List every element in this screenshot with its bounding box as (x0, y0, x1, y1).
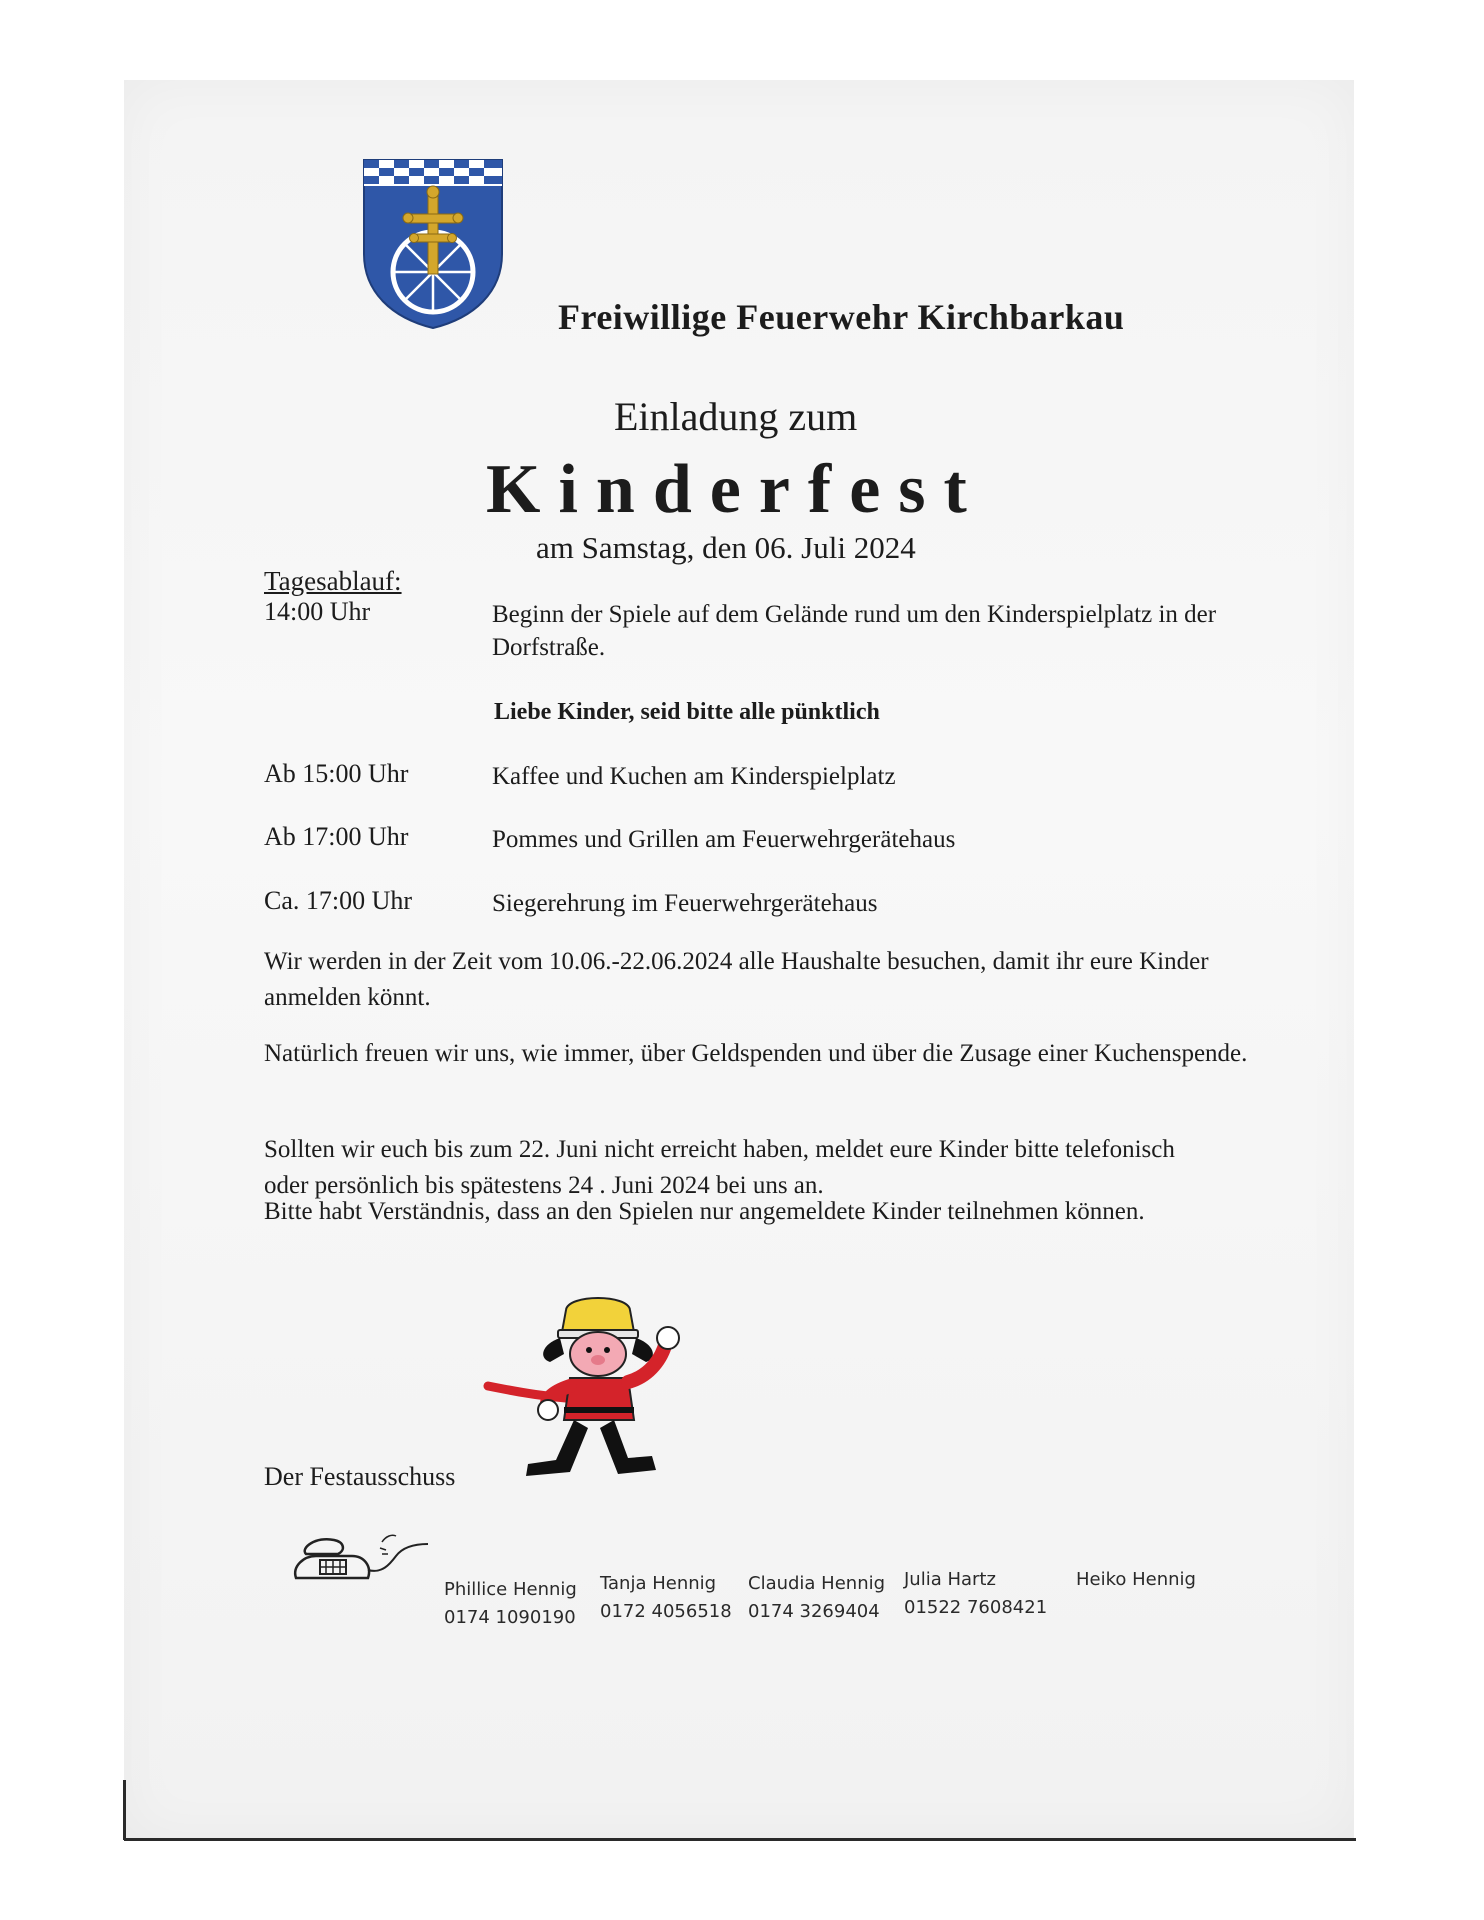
contact-phone: 01522 7608421 (904, 1597, 1048, 1618)
paper-edge (124, 1838, 1356, 1841)
event-date: am Samstag, den 06. Juli 2024 (536, 530, 916, 565)
understanding-paragraph: Bitte habt Verständnis, dass an den Spielen nur angemeldete Kinder teilnehmen können. (264, 1198, 1145, 1225)
contact-phone: 0172 4056518 (600, 1601, 732, 1622)
contact-phone: 0174 1090190 (444, 1607, 576, 1628)
contact-entry (600, 1570, 732, 1626)
coat-of-arms-icon (362, 158, 504, 330)
firefighter-mascot-icon (478, 1296, 696, 1482)
contact-phone: 0174 3269404 (748, 1601, 880, 1622)
registration-paragraph: Wir werden in der Zeit vom 10.06.-22.06.2024 alle Haushalte besuchen, damit ihr eure Kinder anmelden könnt. (264, 948, 1209, 1011)
contact-name: Phillice Hennig (444, 1579, 577, 1600)
schedule-time: Ab 15:00 Uhr (264, 759, 409, 788)
schedule-time: Ca. 17:00 Uhr (264, 886, 413, 915)
contact-entry (904, 1566, 1047, 1622)
telephone-icon (286, 1526, 434, 1590)
deadline-paragraph: Sollten wir euch bis zum 22. Juni nicht erreicht haben, meldet eure Kinder bitte telefonisch oder persönlich bis spätestens 24 . Juni 2024 bei uns an. (264, 1136, 1175, 1199)
contact-entry (1076, 1566, 1196, 1594)
schedule-heading: Tagesablauf: (264, 566, 402, 596)
contact-name: Heiko Hennig (1076, 1569, 1196, 1590)
schedule-description: Siegerehrung im Feuerwehrgerätehaus (492, 890, 878, 917)
paper-edge (123, 1780, 126, 1840)
closing-signature: Der Festausschuss (264, 1462, 456, 1491)
punctuality-note: Liebe Kinder, seid bitte alle pünktlich (494, 699, 880, 725)
donation-paragraph: Natürlich freuen wir uns, wie immer, über Geldspenden und über die Zusage einer Kuchenspende. (264, 1040, 1248, 1067)
contact-name: Claudia Hennig (748, 1573, 886, 1594)
organization-name: Freiwillige Feuerwehr Kirchbarkau (558, 297, 1125, 337)
invitation-line: Einladung zum (614, 394, 858, 439)
schedule-description: Kaffee und Kuchen am Kinderspielplatz (492, 763, 896, 790)
schedule-description: Pommes und Grillen am Feuerwehrgerätehaus (492, 826, 956, 853)
schedule-description: Beginn der Spiele auf dem Gelände rund um den Kinderspielplatz in der Dorfstraße. (492, 601, 1217, 661)
schedule-time: Ab 17:00 Uhr (264, 822, 409, 851)
contact-entry (444, 1576, 577, 1632)
event-title: Kinderfest (486, 451, 985, 528)
contact-name: Tanja Hennig (600, 1573, 717, 1594)
contact-name: Julia Hartz (904, 1569, 996, 1590)
schedule-time: 14:00 Uhr (264, 597, 371, 626)
contact-entry (748, 1570, 885, 1626)
